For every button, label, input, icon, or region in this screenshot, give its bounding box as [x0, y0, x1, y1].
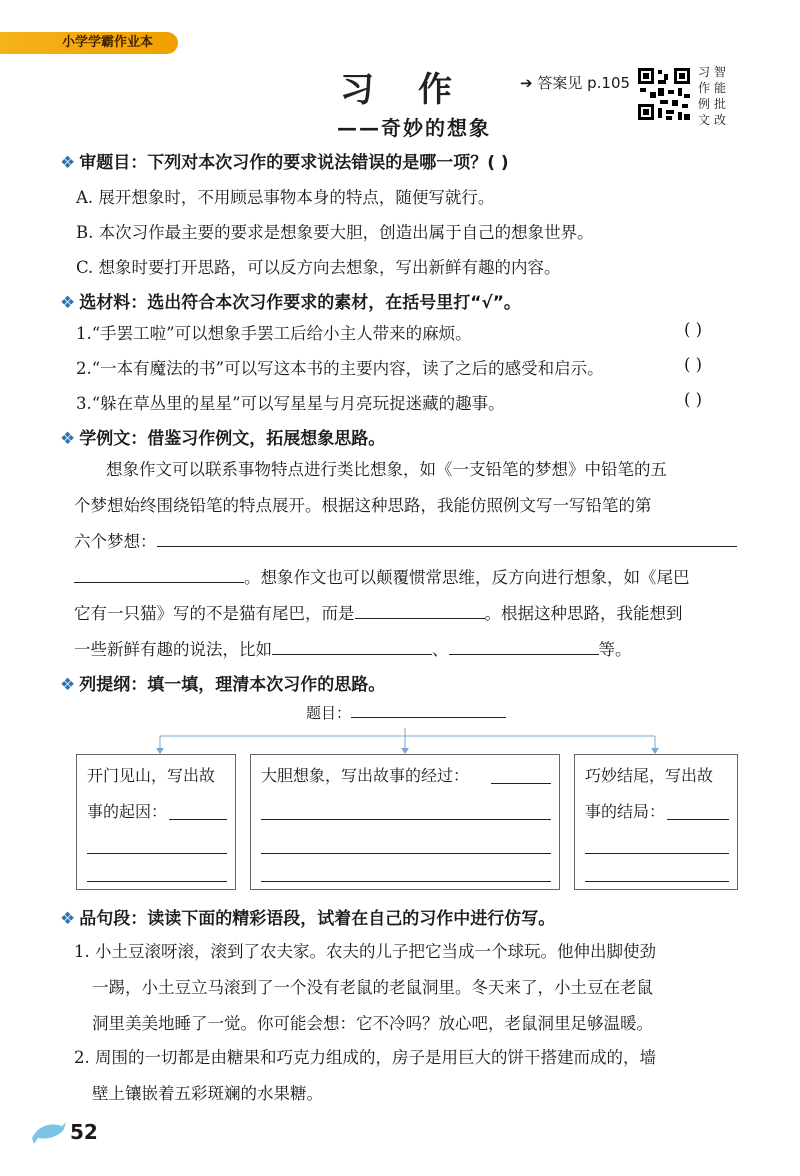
example-para-line-4: 。想象作文也可以颠覆惯常思维，反方向进行想象，如《尾巴 — [74, 564, 690, 588]
page-subtitle: ——奇妙的想象 — [337, 116, 491, 140]
smart-grading-label: 习 作 例 文 智 能 批 改 — [698, 65, 727, 127]
diamond-icon: ❖ — [60, 909, 76, 929]
outline-box-beginning: 开门见山，写出故 事的起因： — [76, 754, 236, 890]
material-item-1: 1.“手罢工啦”可以想象手罢工后给小主人带来的麻烦。 — [76, 324, 472, 343]
outline-box-ending: 巧妙结尾，写出故 事的结局： — [574, 754, 738, 890]
page-title: 习作 — [340, 70, 496, 110]
diamond-icon: ❖ — [60, 293, 76, 313]
blank-sixth-dream[interactable] — [157, 545, 737, 547]
sentence-1-line-2: 一踢，小土豆立马滚到了一个没有老鼠的老鼠洞里。冬天来了，小土豆在老鼠 — [92, 978, 653, 997]
blank-ending-2[interactable] — [585, 853, 729, 854]
section-heading-sentences: ❖ 品句段：读读下面的精彩语段，试着在自己的习作中进行仿写。 — [60, 909, 556, 929]
qr-code-icon[interactable] — [636, 66, 692, 122]
option-b: B. 本次习作最主要的要求是想象要大胆，创造出属于自己的想象世界。 — [76, 223, 594, 242]
outline-connector — [150, 728, 670, 756]
page-number: 52 — [70, 1120, 98, 1144]
answer-paren-1[interactable]: ( ) — [684, 320, 703, 339]
section-heading-outline: ❖ 列提纲：填一填，理清本次习作的思路。 — [60, 675, 386, 695]
sentence-2-line-1: 2. 周围的一切都是由糖果和巧克力组成的，房子是用巨大的饼干搭建而成的，墙 — [74, 1048, 656, 1067]
arrow-right-icon: ➔ — [520, 74, 533, 92]
blank-process-3[interactable] — [261, 853, 551, 854]
blank-ending-3[interactable] — [585, 881, 729, 882]
example-para-line-1: 想象作文可以联系事物特点进行类比想象，如《一支铅笔的梦想》中铅笔的五 — [106, 460, 667, 479]
option-a: A. 展开想象时，不用顾忌事物本身的特点，随便写就行。 — [76, 188, 495, 207]
blank-cause-3[interactable] — [87, 881, 227, 882]
answer-reference — [520, 72, 630, 93]
blank-process[interactable] — [491, 783, 551, 784]
blank-topic[interactable] — [351, 716, 506, 718]
blank-idea-2[interactable] — [449, 653, 599, 655]
outline-box-middle: 大胆想象，写出故事的经过： — [250, 754, 560, 890]
blank-cause-2[interactable] — [87, 853, 227, 854]
section-heading-review: ❖ 审题目：下列对本次习作的要求说法错误的是哪一项？( ) — [60, 153, 509, 173]
material-item-2: 2.“一本有魔法的书”可以写这本书的主要内容，读了之后的感受和启示。 — [76, 359, 604, 378]
blank-ending[interactable] — [667, 819, 729, 820]
blank-process-2[interactable] — [261, 819, 551, 820]
example-para-line-6: 一些新鲜有趣的说法，比如 、 等。 — [74, 640, 632, 659]
outline-topic: 题目： — [306, 702, 506, 723]
diamond-icon: ❖ — [60, 429, 76, 449]
blank-cause[interactable] — [169, 819, 227, 820]
example-para-line-5: 它有一只猫》写的不是猫有尾巴，而是 。根据这种思路，我能想到 — [74, 604, 683, 623]
dolphin-icon — [30, 1118, 68, 1146]
answer-paren-3[interactable]: ( ) — [684, 390, 703, 409]
section-heading-example: ❖ 学例文：借鉴习作例文，拓展想象思路。 — [60, 429, 386, 449]
material-item-3: 3.“躲在草丛里的星星”可以写星星与月亮玩捉迷藏的趣事。 — [76, 394, 505, 413]
example-para-line-3: 六个梦想： — [74, 528, 737, 552]
sentence-2-line-2: 壁上镶嵌着五彩斑斓的水果糖。 — [92, 1084, 323, 1103]
answer-ref-text: 答案见 p.105 — [537, 74, 631, 92]
blank-reverse-idea[interactable] — [355, 617, 485, 619]
diamond-icon: ❖ — [60, 675, 76, 695]
series-banner: 小学学霸作业本 — [0, 32, 178, 54]
section-heading-materials: ❖ 选材料：选出符合本次习作要求的素材，在括号里打“√”。 — [60, 293, 521, 313]
answer-paren-2[interactable]: ( ) — [684, 355, 703, 374]
blank-sixth-dream-cont[interactable] — [74, 581, 244, 583]
diamond-icon: ❖ — [60, 153, 76, 173]
example-para-line-2: 个梦想始终围绕铅笔的特点展开。根据这种思路，我能仿照例文写一写铅笔的第 — [74, 496, 652, 515]
option-c: C. 想象时要打开思路，可以反方向去想象，写出新鲜有趣的内容。 — [76, 258, 561, 277]
blank-idea-1[interactable] — [272, 653, 432, 655]
sentence-1-line-3: 洞里美美地睡了一觉。你可能会想：它不冷吗？放心吧，老鼠洞里足够温暖。 — [92, 1014, 653, 1033]
blank-process-4[interactable] — [261, 881, 551, 882]
sentence-1-line-1: 1. 小土豆滚呀滚，滚到了农夫家。农夫的儿子把它当成一个球玩。他伸出脚使劲 — [74, 942, 656, 961]
